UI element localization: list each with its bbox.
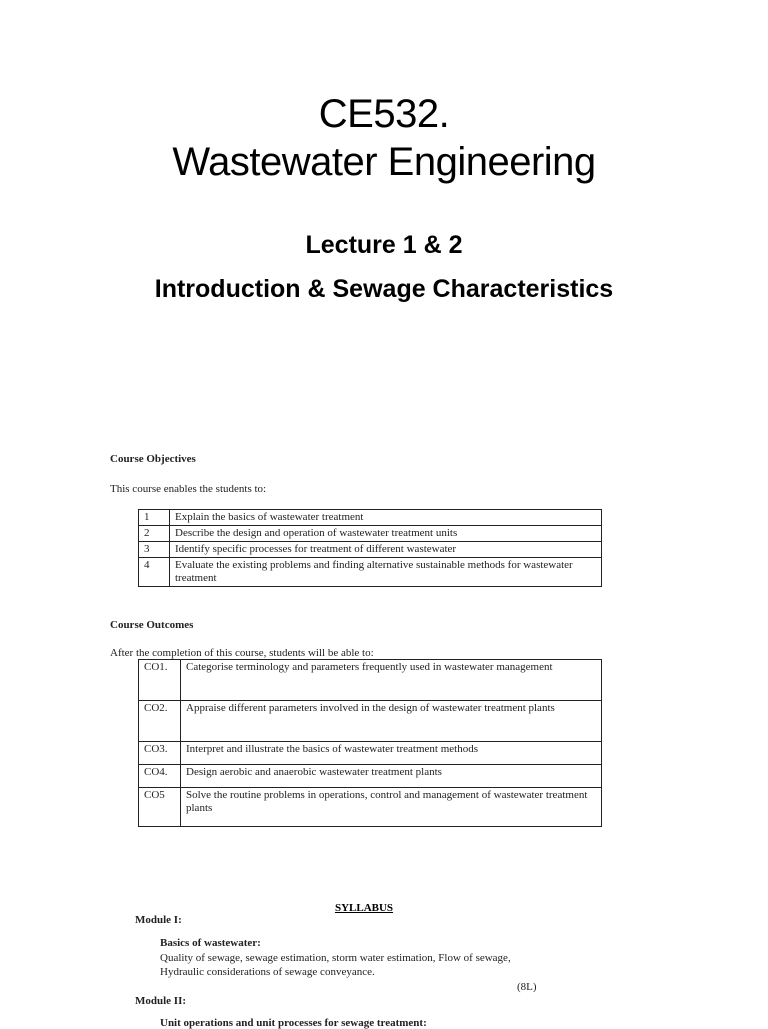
table-row (139, 526, 602, 542)
objective-text: Identify specific processes for treatment of different wastewater (170, 542, 602, 558)
outcome-code: CO2. (139, 701, 181, 742)
outcome-text: Appraise different parameters involved in the design of wastewater treatment plants (181, 701, 602, 742)
objective-text: Evaluate the existing problems and finding alternative sustainable methods for wastewater treatment (170, 558, 602, 587)
module-2-label: Module II: (135, 995, 187, 1007)
objective-text: Describe the design and operation of wastewater treatment units (170, 526, 602, 542)
table-row (139, 701, 602, 742)
module-1-hours: (8L) (517, 981, 537, 993)
course-name: Wastewater Engineering (172, 140, 596, 184)
table-row (139, 558, 602, 587)
outcome-text: Categorise terminology and parameters frequently used in wastewater management (181, 660, 602, 701)
table-row (139, 788, 602, 827)
objectives-table (138, 509, 602, 587)
outcomes-heading: Course Outcomes (110, 619, 194, 631)
module-1-label: Module I: (135, 914, 182, 926)
objective-number: 4 (139, 558, 170, 587)
table-row (139, 765, 602, 788)
lecture-topic: Introduction & Sewage Characteristics (154, 275, 614, 303)
outcomes-table (138, 659, 602, 827)
lecture-number: Lecture 1 & 2 (305, 231, 463, 259)
outcome-text: Solve the routine problems in operations, control and management of wastewater treatment plants (181, 788, 602, 827)
module-1-subheading: Basics of wastewater: (160, 937, 261, 949)
objective-number: 2 (139, 526, 170, 542)
slide-title (0, 90, 768, 186)
outcome-code: CO5 (139, 788, 181, 827)
module-1-line-2: Hydraulic considerations of sewage conveyance. (160, 966, 375, 978)
course-code: CE532. (318, 92, 450, 136)
objective-text: Explain the basics of wastewater treatment (170, 510, 602, 526)
objective-number: 3 (139, 542, 170, 558)
table-row (139, 510, 602, 526)
outcome-text: Design aerobic and anaerobic wastewater treatment plants (181, 765, 602, 788)
outcome-text: Interpret and illustrate the basics of wastewater treatment methods (181, 742, 602, 765)
objective-number: 1 (139, 510, 170, 526)
module-2-subheading: Unit operations and unit processes for sewage treatment: (160, 1017, 427, 1029)
objectives-heading: Course Objectives (110, 453, 196, 465)
objectives-intro: This course enables the students to: (110, 483, 267, 495)
outcome-code: CO3. (139, 742, 181, 765)
table-row (139, 542, 602, 558)
outcome-code: CO1. (139, 660, 181, 701)
outcomes-intro: After the completion of this course, students will be able to: (110, 647, 374, 659)
table-row (139, 660, 602, 701)
module-1-line-1: Quality of sewage, sewage estimation, storm water estimation, Flow of sewage, (160, 952, 511, 964)
table-row (139, 742, 602, 765)
syllabus-title: SYLLABUS (334, 902, 394, 914)
outcome-code: CO4. (139, 765, 181, 788)
